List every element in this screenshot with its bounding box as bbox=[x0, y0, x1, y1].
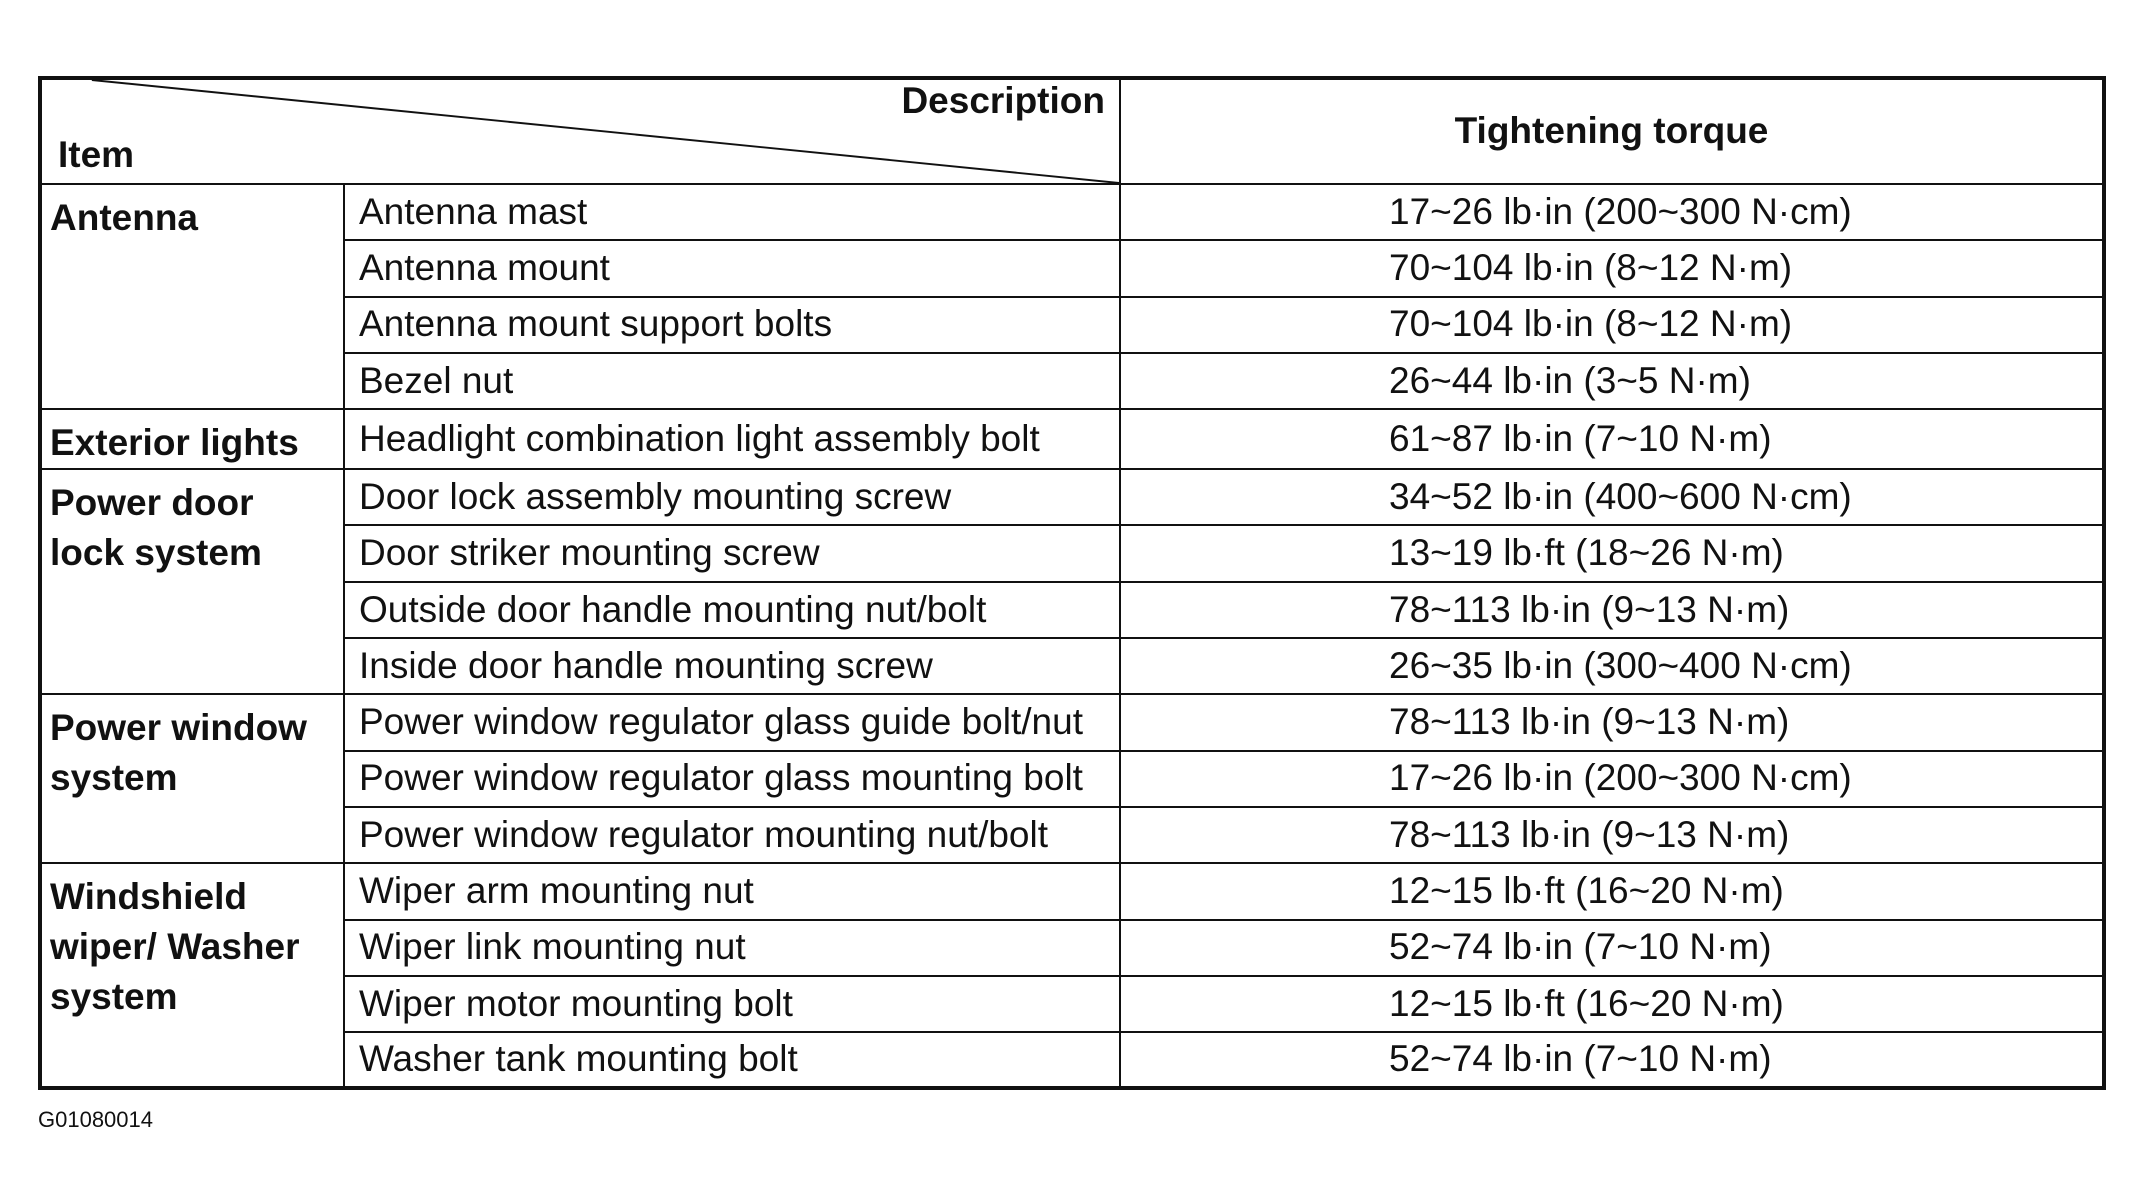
item-description-header bbox=[40, 78, 1120, 184]
torque-cell: 13~19 lb·ft (18~26 N·m) bbox=[1120, 525, 2104, 581]
description-cell: Antenna mount support bolts bbox=[344, 297, 1120, 353]
description-cell: Door lock assembly mounting screw bbox=[344, 469, 1120, 525]
table-body bbox=[40, 78, 2104, 1088]
description-cell: Antenna mast bbox=[344, 184, 1120, 240]
torque-cell: 78~113 lb·in (9~13 N·m) bbox=[1120, 807, 2104, 863]
description-cell: Washer tank mounting bolt bbox=[344, 1032, 1120, 1088]
item-group-label: Exterior lights bbox=[40, 409, 344, 469]
table-row bbox=[40, 976, 2104, 1032]
torque-cell: 12~15 lb·ft (16~20 N·m) bbox=[1120, 976, 2104, 1032]
description-header-label: Description bbox=[901, 80, 1105, 121]
item-group-label: Power door lock system bbox=[40, 469, 344, 694]
torque-cell: 52~74 lb·in (7~10 N·m) bbox=[1120, 920, 2104, 976]
description-cell: Door striker mounting screw bbox=[344, 525, 1120, 581]
table-row bbox=[40, 240, 2104, 296]
description-cell: Headlight combination light assembly bolt bbox=[344, 409, 1120, 469]
torque-cell: 12~15 lb·ft (16~20 N·m) bbox=[1120, 863, 2104, 919]
torque-cell: 61~87 lb·in (7~10 N·m) bbox=[1120, 409, 2104, 469]
description-cell: Wiper motor mounting bolt bbox=[344, 976, 1120, 1032]
item-group-label: Power window system bbox=[40, 694, 344, 863]
description-cell: Power window regulator glass mounting bolt bbox=[344, 751, 1120, 807]
table-row bbox=[40, 184, 2104, 240]
table-row bbox=[40, 920, 2104, 976]
description-cell: Bezel nut bbox=[344, 353, 1120, 409]
description-cell: Antenna mount bbox=[344, 240, 1120, 296]
header-row bbox=[40, 78, 2104, 184]
figure-code: G01080014 bbox=[38, 1107, 153, 1132]
table-row bbox=[40, 751, 2104, 807]
torque-cell: 26~44 lb·in (3~5 N·m) bbox=[1120, 353, 2104, 409]
table-row bbox=[40, 297, 2104, 353]
torque-cell: 52~74 lb·in (7~10 N·m) bbox=[1120, 1032, 2104, 1088]
torque-cell: 17~26 lb·in (200~300 N·cm) bbox=[1120, 751, 2104, 807]
item-group-label: Windshield wiper/ Washer system bbox=[40, 863, 344, 1088]
torque-cell: 78~113 lb·in (9~13 N·m) bbox=[1120, 582, 2104, 638]
torque-cell: 34~52 lb·in (400~600 N·cm) bbox=[1120, 469, 2104, 525]
table-row bbox=[40, 409, 2104, 469]
description-cell: Power window regulator glass guide bolt/nut bbox=[344, 694, 1120, 750]
item-header-label: Item bbox=[58, 134, 135, 176]
torque-cell: 26~35 lb·in (300~400 N·cm) bbox=[1120, 638, 2104, 694]
table-row bbox=[40, 807, 2104, 863]
torque-cell: 17~26 lb·in (200~300 N·cm) bbox=[1120, 184, 2104, 240]
description-cell: Wiper arm mounting nut bbox=[344, 863, 1120, 919]
table-row bbox=[40, 863, 2104, 919]
torque-header: Tightening torque bbox=[1120, 78, 2104, 184]
table-row bbox=[40, 582, 2104, 638]
torque-cell: 78~113 lb·in (9~13 N·m) bbox=[1120, 694, 2104, 750]
table-row bbox=[40, 353, 2104, 409]
table-row bbox=[40, 525, 2104, 581]
table-row bbox=[40, 469, 2104, 525]
description-cell: Outside door handle mounting nut/bolt bbox=[344, 582, 1120, 638]
torque-cell: 70~104 lb·in (8~12 N·m) bbox=[1120, 240, 2104, 296]
description-cell: Wiper link mounting nut bbox=[344, 920, 1120, 976]
table-row bbox=[40, 638, 2104, 694]
description-cell: Power window regulator mounting nut/bolt bbox=[344, 807, 1120, 863]
torque-cell: 70~104 lb·in (8~12 N·m) bbox=[1120, 297, 2104, 353]
description-cell: Inside door handle mounting screw bbox=[344, 638, 1120, 694]
table-row bbox=[40, 1032, 2104, 1088]
table-row bbox=[40, 694, 2104, 750]
item-group-label: Antenna bbox=[40, 184, 344, 409]
torque-spec-table bbox=[38, 76, 2106, 1090]
